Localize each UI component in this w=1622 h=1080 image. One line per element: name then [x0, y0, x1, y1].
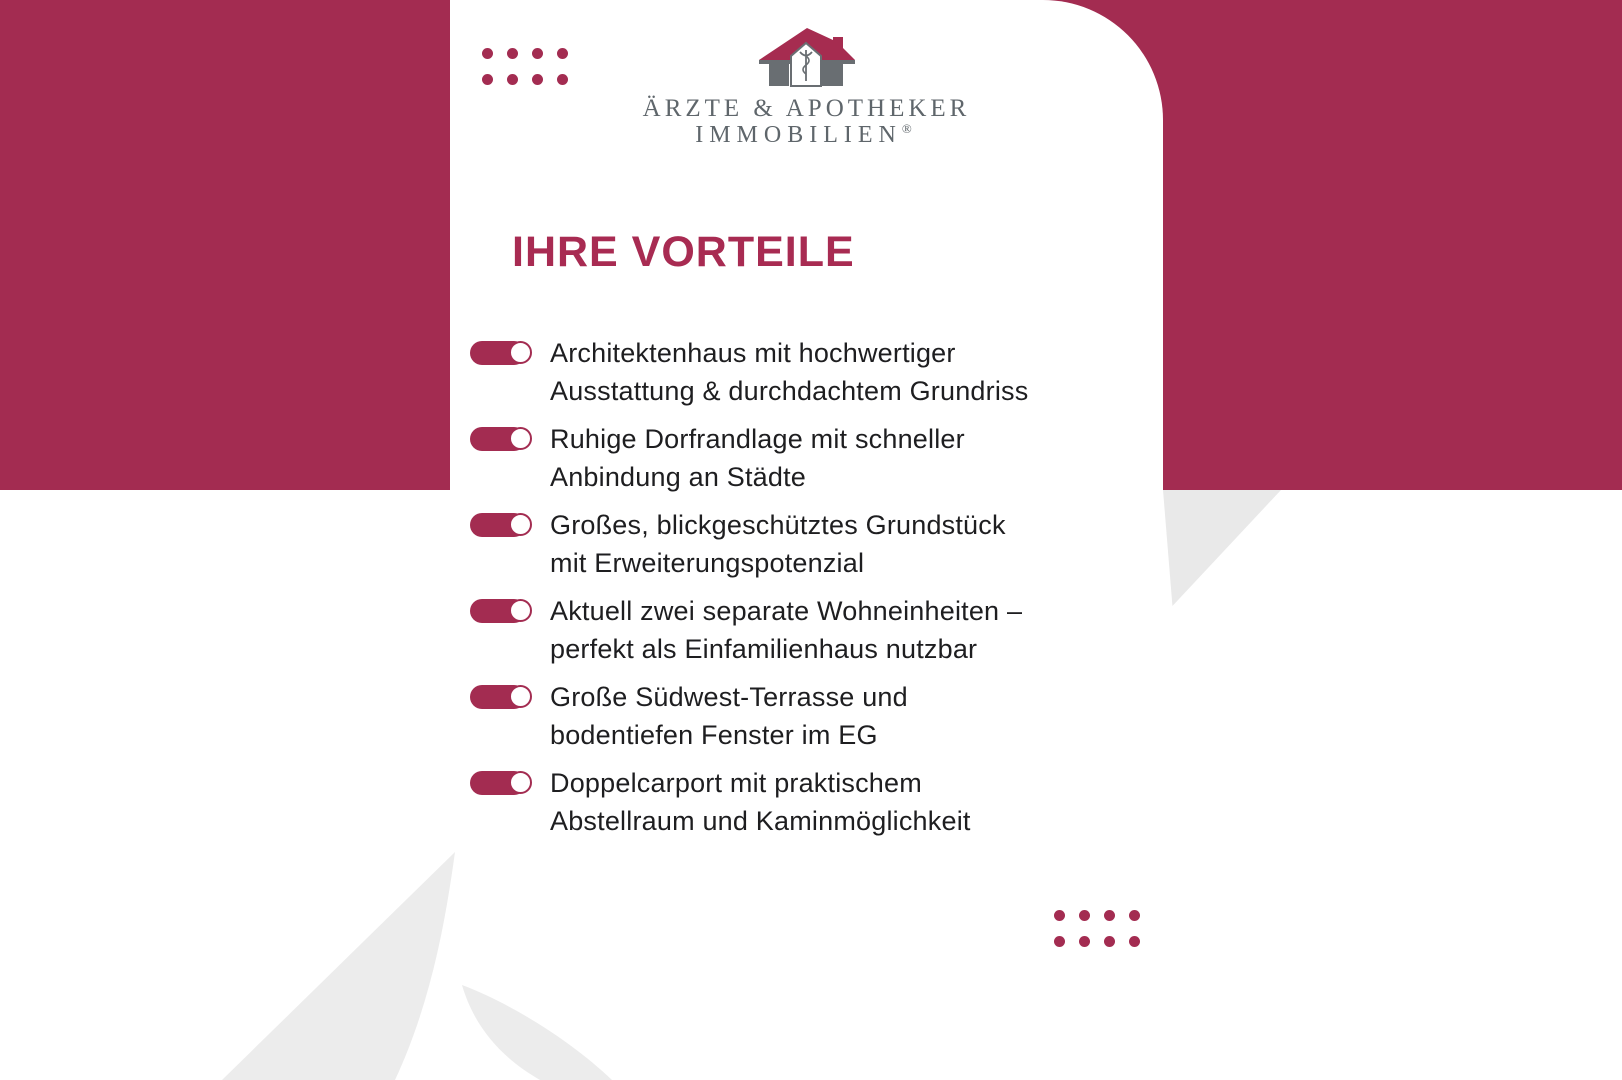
house-logo-icon [757, 24, 857, 88]
dot-icon [1054, 910, 1065, 921]
toggle-on-icon[interactable] [470, 427, 532, 451]
benefit-text: Ruhige Dorfrandlage mit schneller Anbindung an Städte [550, 424, 965, 492]
benefit-item [470, 420, 1130, 496]
dot-icon [1079, 910, 1090, 921]
toggle-on-icon[interactable] [470, 685, 532, 709]
brand-name-line2: IMMOBILIEN® [695, 121, 918, 148]
watermark-letter-a [130, 845, 630, 1080]
dot-icon [1104, 936, 1115, 947]
benefits-list [470, 334, 1130, 850]
toggle-on-icon[interactable] [470, 513, 532, 537]
dot-icon [1104, 910, 1115, 921]
dot-grid-icon [1054, 910, 1154, 962]
dot-icon [1079, 936, 1090, 947]
toggle-on-icon[interactable] [470, 771, 532, 795]
dot-icon [1054, 936, 1065, 947]
benefit-text: Aktuell zwei separate Wohneinheiten – perfekt als Einfamilienhaus nutzbar [550, 596, 1023, 664]
dot-icon [1129, 910, 1140, 921]
dot-icon [1129, 936, 1140, 947]
benefit-item [470, 678, 1130, 754]
toggle-on-icon[interactable] [470, 341, 532, 365]
brand-name-line1: ÄRZTE & APOTHEKER [642, 95, 971, 122]
benefit-item [470, 506, 1130, 582]
brand-name [450, 95, 1163, 149]
toggle-on-icon[interactable] [470, 599, 532, 623]
benefit-text: Doppelcarport mit praktischem Abstellraum und Kaminmöglichkeit [550, 768, 971, 836]
benefit-text: Architektenhaus mit hochwertiger Ausstattung & durchdachtem Grundriss [550, 338, 1029, 406]
benefit-item [470, 334, 1130, 410]
benefit-item [470, 592, 1130, 668]
benefit-item [470, 764, 1130, 840]
company-logo [450, 24, 1163, 149]
benefit-text: Große Südwest-Terrasse und bodentiefen Fenster im EG [550, 682, 908, 750]
benefit-text: Großes, blickgeschütztes Grundstück mit Erweiterungspotenzial [550, 510, 1006, 578]
watermark-triangle [1163, 490, 1281, 606]
page-title: IHRE VORTEILE [512, 228, 855, 276]
registered-trademark: ® [901, 121, 918, 136]
